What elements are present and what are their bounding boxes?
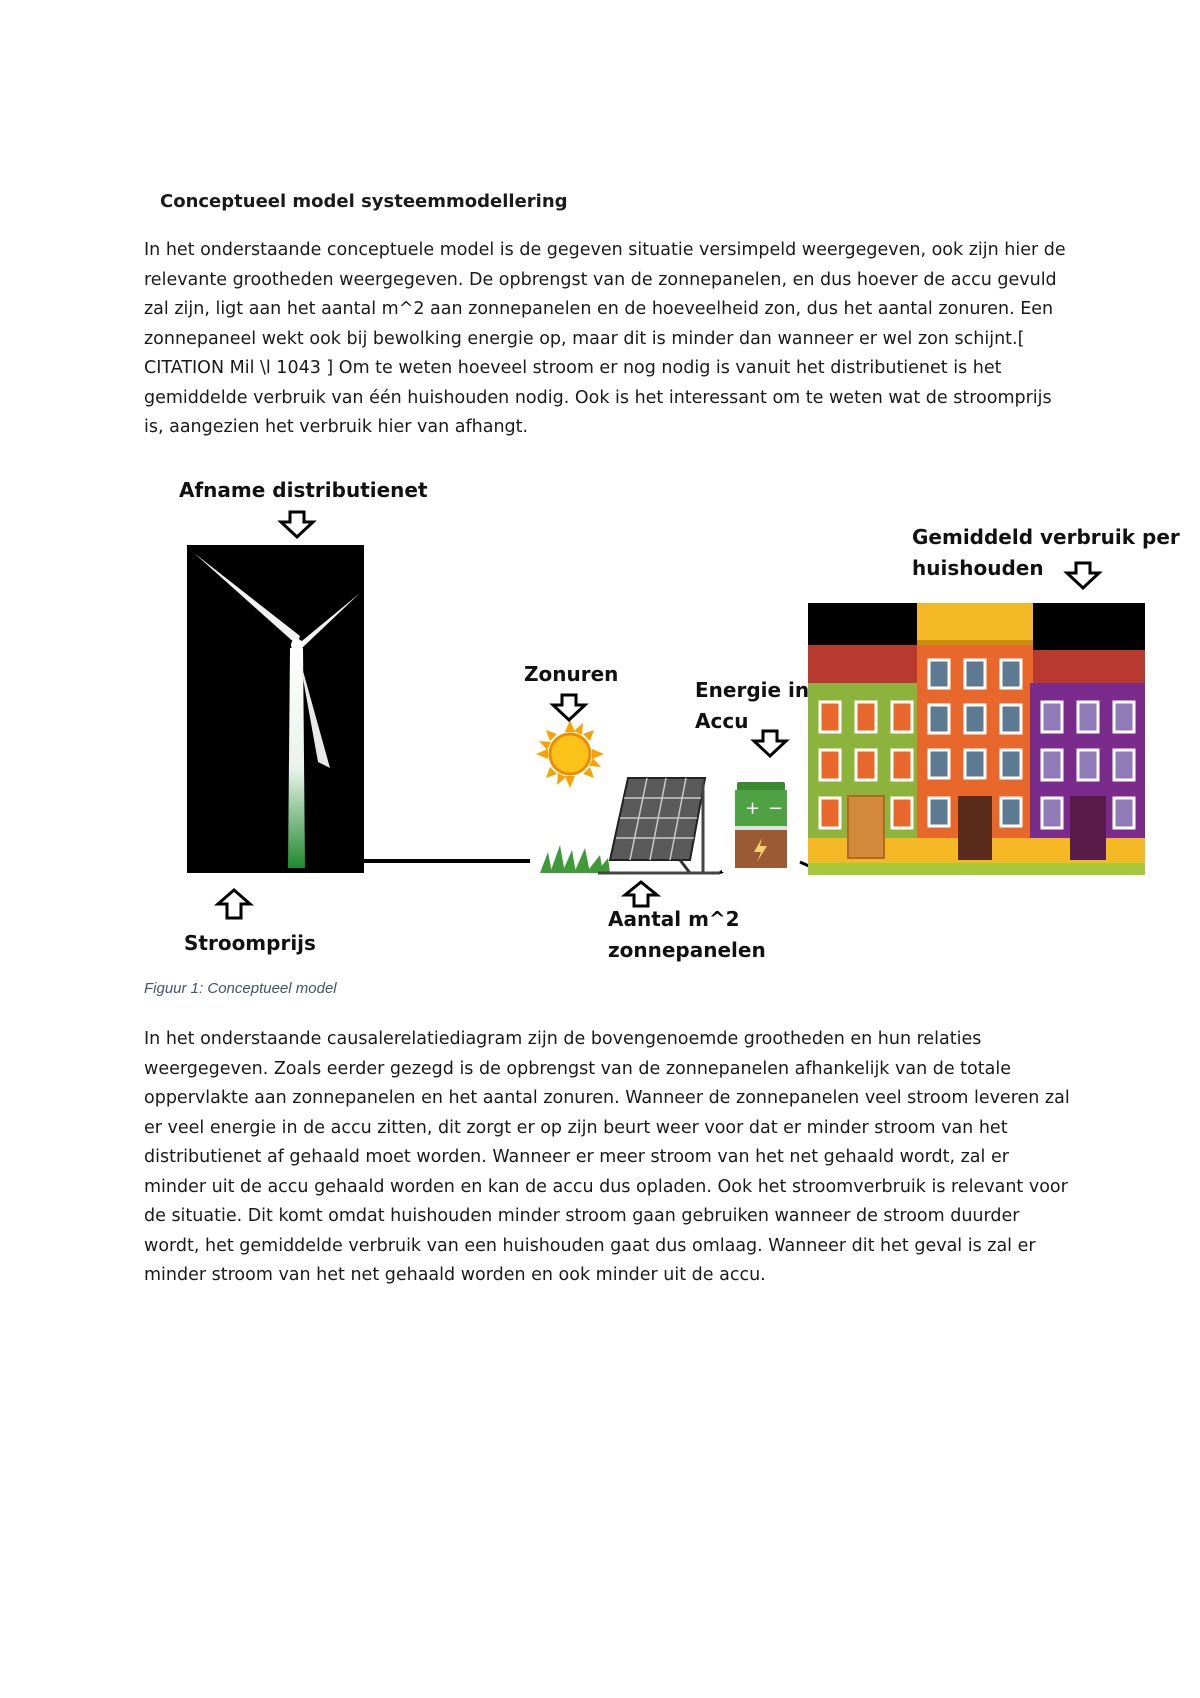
- battery-icon: [722, 778, 822, 872]
- label-energie-line1: Energie in: [695, 678, 810, 702]
- arrow-up-stroomprijs-icon: [218, 890, 250, 918]
- label-aantal-line1: Aantal m^2: [608, 907, 740, 931]
- houses-image: [808, 603, 1145, 875]
- label-aantal-line2: zonnepanelen: [608, 938, 766, 962]
- label-energie-line2: Accu: [695, 709, 749, 733]
- label-afname-distributienet: Afname distributienet: [179, 478, 428, 502]
- document-heading: Conceptueel model systeemmodellering: [160, 191, 568, 212]
- causal-diagram-paragraph: In het onderstaande causalerelatiediagram zijn de bovengenoemde grootheden en hun relaties weergegeven. Zoals eerder gezegd is de opbrengst van de zonnepanelen afhankelijk van de totale oppervlakte aan zonnepanelen en het aantal zonuren. Wanneer de zonnepanelen veel stroom leveren zal er veel energie in de accu zitten, dit zorgt er op zijn beurt weer voor dat er minder stroom van het distributienet af gehaald moet worden. Wanneer er meer stroom van het net gehaald wordt, zal er minder uit de accu gehaald worden en kan de accu dus opladen. Ook het stroomverbruik is relevant voor de situatie. Dit komt omdat huishouden minder stroom gaan gebruiken wanneer de stroom duurder wordt, het gemiddelde verbruik van een huishouden gaat dus omlaag. Wanneer dit het geval is zal er minder stroom van het net gehaald worden en ook minder uit de accu.: [144, 1029, 1070, 1285]
- label-gemiddeld-line1: Gemiddeld verbruik per: [912, 525, 1180, 549]
- sun-icon: [536, 720, 604, 788]
- grass-icon: [540, 845, 610, 873]
- arrow-up-aantal-icon: [625, 882, 657, 906]
- figure-caption: Figuur 1: Conceptueel model: [144, 980, 337, 997]
- label-gemiddeld-verbruik: [912, 522, 1180, 584]
- wind-turbine-image: [187, 545, 364, 873]
- arrow-down-afname-icon: [281, 512, 313, 537]
- intro-paragraph: In het onderstaande conceptuele model is de gegeven situatie versimpeld weergegeven, ook zijn hier de relevante grootheden weergegeven. De opbrengst van de zonnepanelen, en dus hoever de accu gevuld zal zijn, ligt aan het aantal m^2 aan zonnepanelen en de hoeveelheid zon, dus het aantal zonuren. Een zonnepaneel wekt ook bij bewolking energie op, maar dit is minder dan wanneer er wel zon schijnt.[ CITATION Mil \l 1043 ] Om te weten hoeveel stroom er nog nodig is vanuit het distributienet is het gemiddelde verbruik van één huishouden nodig. Ook is het interessant om te weten wat de stroomprijs is, aangezien het verbruik hier van afhangt.: [144, 240, 1066, 437]
- arrow-down-zonuren-icon: [553, 695, 585, 720]
- label-gemiddeld-line2: huishouden: [912, 556, 1044, 580]
- battery-plus-symbol: +: [745, 798, 761, 819]
- label-zonuren: Zonuren: [524, 662, 619, 686]
- label-stroomprijs: Stroomprijs: [184, 931, 316, 955]
- battery-minus-symbol: −: [768, 798, 784, 819]
- solar-panel-image: [598, 778, 730, 873]
- label-energie-in-accu: [695, 675, 809, 737]
- label-aantal-zonnepanelen: [608, 904, 766, 966]
